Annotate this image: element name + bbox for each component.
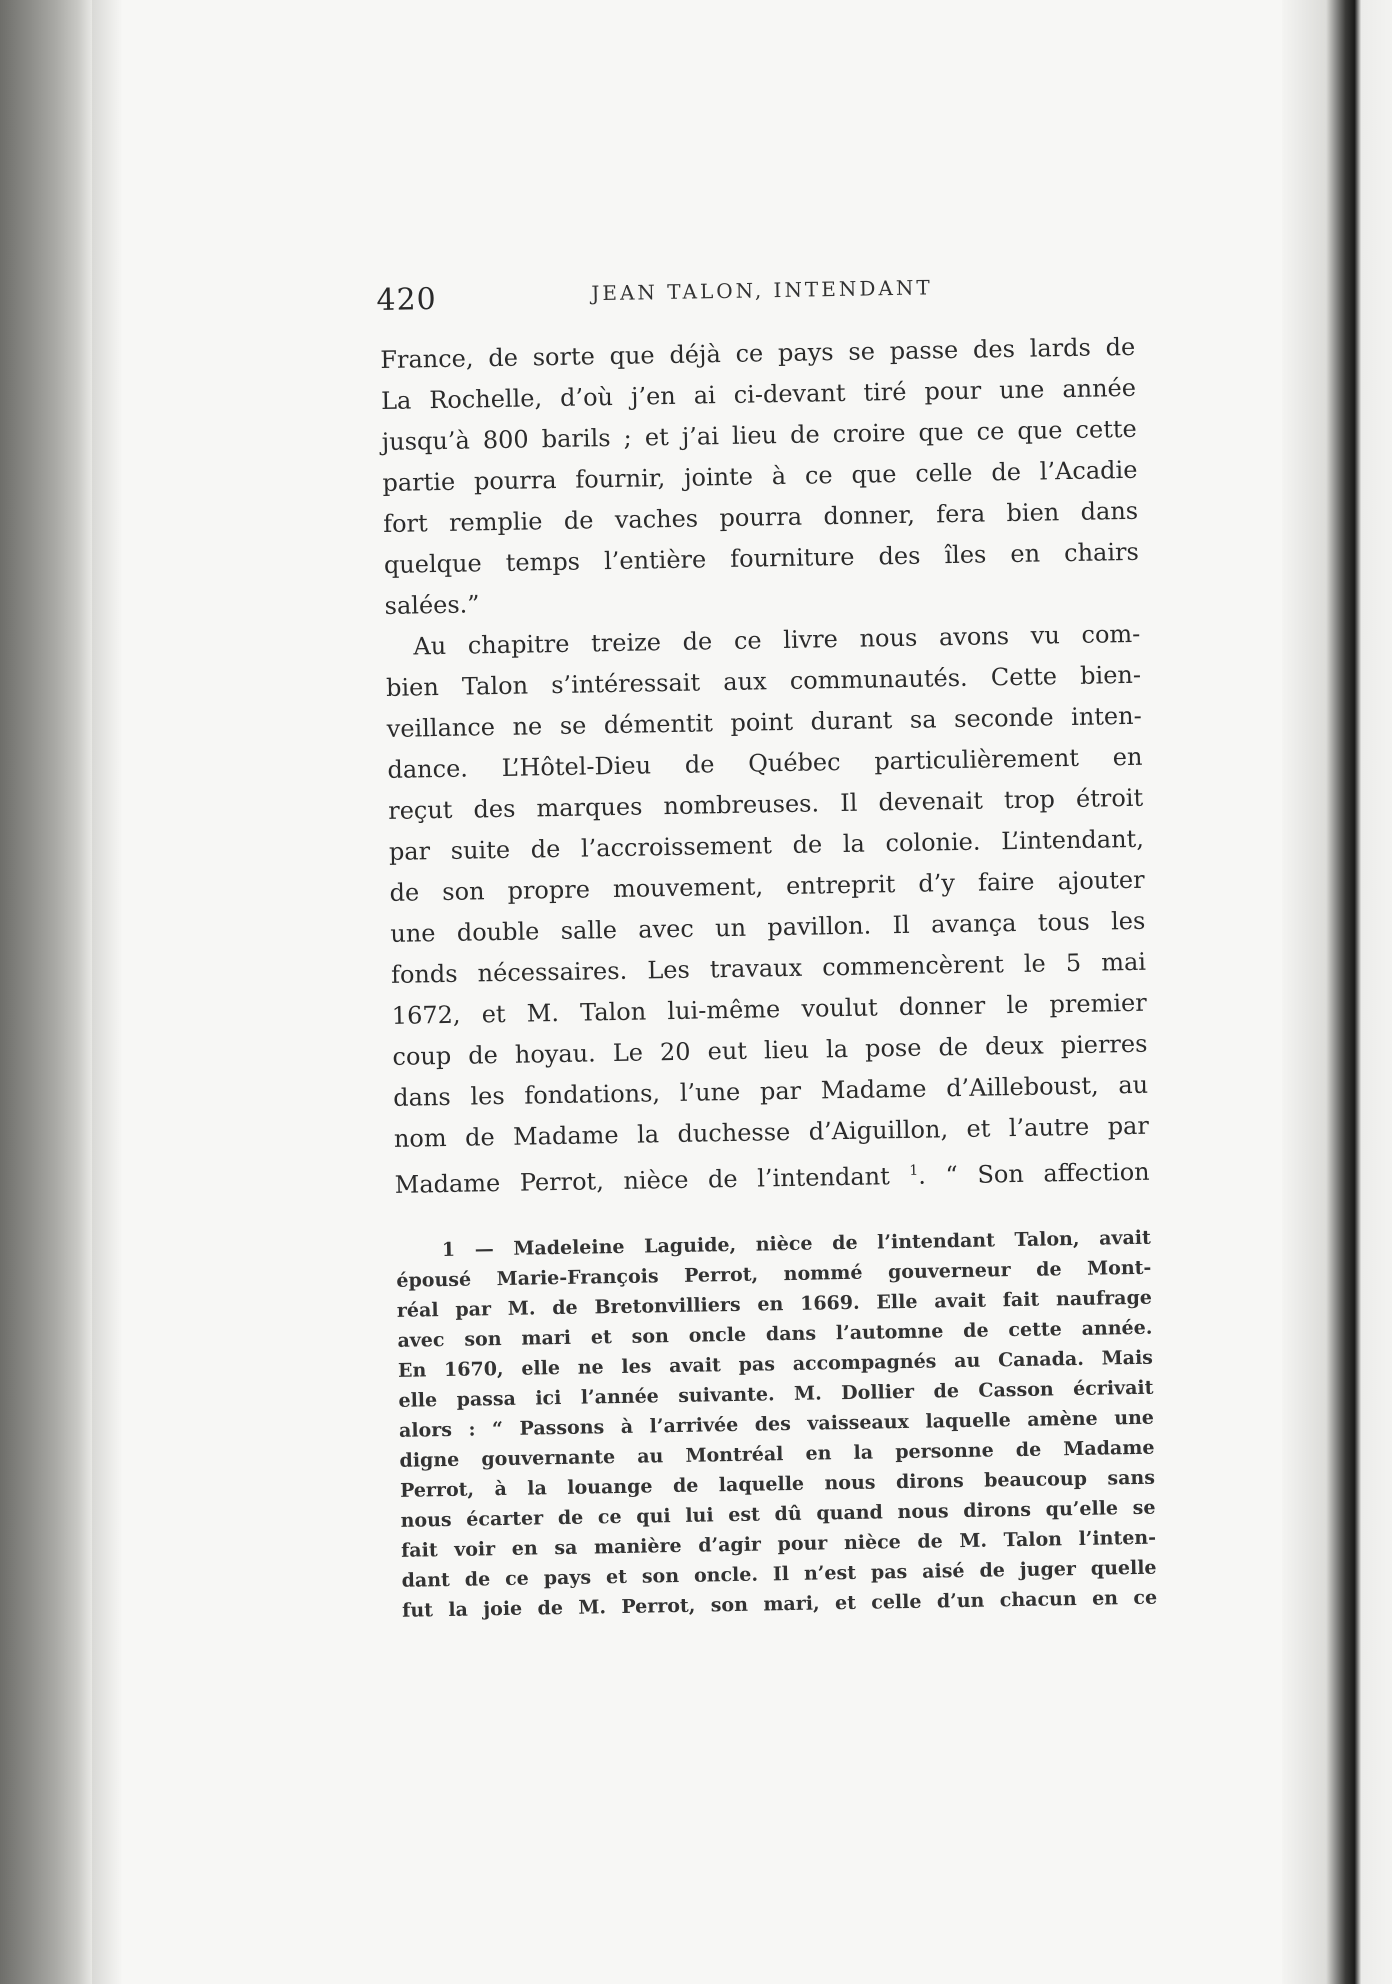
footnote-line: épousé Marie-François Perrot, nommé gouverneur de Mont-	[396, 1256, 1152, 1292]
page-body	[380, 327, 1157, 1626]
body-line: une double salle avec un pavillon. Il avança tous les	[390, 906, 1146, 948]
body-line: bien Talon s’intéressait aux communautés. Cette bien-	[385, 660, 1142, 702]
footnote-ref: 1	[909, 1162, 919, 1179]
body-line: salées.”	[384, 590, 480, 620]
main-paragraphs	[380, 327, 1150, 1206]
book-edge-right	[1282, 0, 1392, 1984]
page-gutter	[92, 0, 122, 1984]
body-line: coup de hoyau. Le 20 eut lieu la pose de deux pierres	[392, 1029, 1148, 1071]
body-line: dans les fondations, l’une par Madame d’Ailleboust, au	[392, 1070, 1149, 1112]
footnote-line: 1 — Madeleine Laguide, nièce de l’intendant Talon, avait	[441, 1226, 1151, 1262]
book-edge-left	[0, 0, 92, 1984]
footnote-line: avec son mari et son oncle dans l’automne de cette année.	[397, 1316, 1153, 1352]
footnote-line: En 1670, elle ne les avait pas accompagnés au Canada. Mais	[397, 1346, 1154, 1382]
body-line: quelque temps l’entière fourniture des îles en chairs	[383, 537, 1140, 579]
body-line: La Rochelle, d’où j’en ai ci-devant tiré pour une année	[380, 373, 1137, 415]
footnote-line: fait voir en sa manière d’agir pour nièce de M. Talon l’inten-	[400, 1526, 1157, 1562]
footnote-line: alors : “ Passons à l’arrivée des vaisseaux laquelle amène une	[398, 1406, 1155, 1442]
footnote-line: fut la joie de M. Perrot, son mari, et celle d’un chacun en ce	[401, 1586, 1158, 1622]
body-line: fonds nécessaires. Les travaux commencèrent le 5 mai	[390, 947, 1147, 989]
body-line: jusqu’à 800 barils ; et j’ai lieu de croire que ce que cette	[381, 414, 1137, 456]
body-line: Au chapitre treize de ce livre nous avons vu com-	[413, 619, 1141, 661]
body-line: par suite de l’accroissement de la colonie. L’intendant,	[388, 824, 1145, 866]
footnote-line: nous écarter de ce qui lui est dû quand nous dirons qu’elle se	[400, 1496, 1156, 1532]
footnotes	[396, 1223, 1158, 1626]
footnote-line: dant de ce pays et son oncle. Il n’est pas aisé de juger quelle	[401, 1556, 1157, 1592]
page-number: 420	[376, 281, 438, 318]
footnote-line: Perrot, à la louange de laquelle nous dirons beaucoup sans	[399, 1466, 1156, 1502]
footnote-line: elle passa ici l’année suivante. M. Dollier de Casson écrivait	[398, 1376, 1154, 1412]
body-line: reçut des marques nombreuses. Il devenait trop étroit	[387, 783, 1144, 825]
body-line-text: Madame Perrot, nièce de l’intendant	[394, 1162, 890, 1199]
footnote-line: réal par M. de Bretonvilliers en 1669. Elle avait fait naufrage	[396, 1286, 1153, 1322]
body-line: veillance ne se démentit point durant sa seconde inten-	[386, 701, 1142, 743]
body-line: nom de Madame la duchesse d’Aiguillon, et l’autre par	[393, 1111, 1150, 1153]
body-line: France, de sorte que déjà ce pays se passe des lards de	[380, 332, 1136, 374]
body-line: de son propre mouvement, entreprit d’y faire ajouter	[389, 865, 1145, 907]
body-line: dance. L’Hôtel-Dieu de Québec particulièrement en	[387, 742, 1143, 784]
body-line: 1672, et M. Talon lui-même voulut donner le premier	[391, 988, 1147, 1030]
running-title: JEAN TALON, INTENDANT	[591, 275, 933, 306]
body-line: partie pourra fournir, jointe à ce que celle de l’Acadie	[382, 455, 1138, 497]
body-line: fort remplie de vaches pourra donner, fera bien dans	[382, 496, 1139, 538]
footnote-line: digne gouvernante au Montréal en la personne de Madame	[399, 1436, 1155, 1472]
body-line-text: . “ Son affection	[918, 1157, 1150, 1190]
